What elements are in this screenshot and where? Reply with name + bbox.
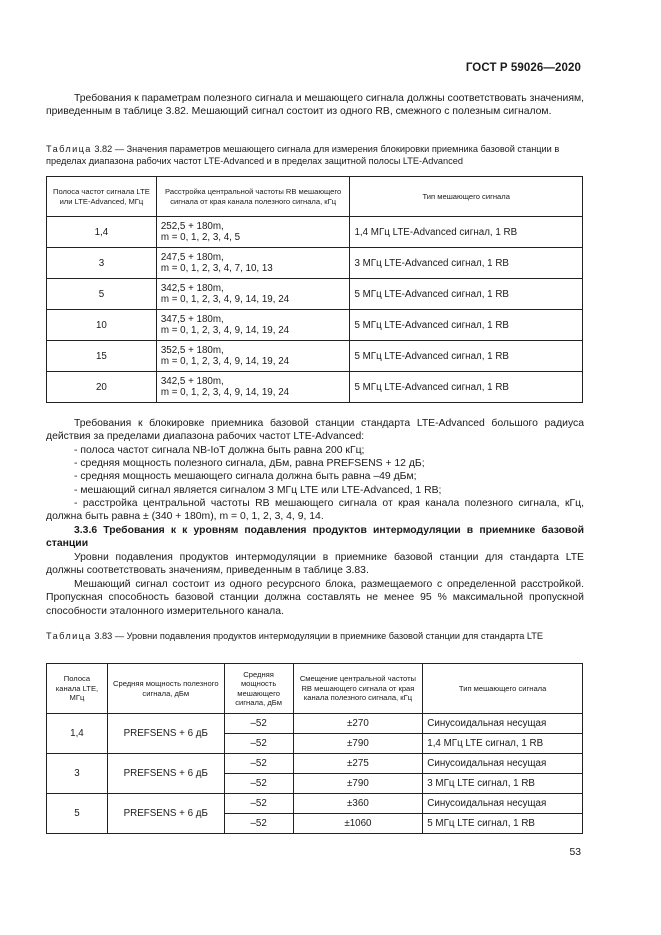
header-cell: Расстройка центральной частоты RB мешающего сигнала от края канала полезного сигнала, кГц <box>156 177 350 217</box>
bandwidth-cell: 1,4 <box>47 217 157 248</box>
bandwidth-cell: 20 <box>47 372 157 403</box>
offset-formula: 352,5 + 180m, <box>160 345 224 356</box>
bandwidth-cell: 1,4 <box>47 714 108 754</box>
wanted-power-cell: PREFSENS + 6 дБ <box>107 754 224 794</box>
bandwidth-cell: 3 <box>47 248 157 279</box>
interferer-power-cell: –52 <box>224 774 293 794</box>
offset-cell <box>156 217 350 248</box>
table-row <box>47 217 583 248</box>
table-3-82-caption <box>46 143 584 167</box>
bandwidth-cell: 3 <box>47 754 108 794</box>
offset-cell: ±790 <box>293 734 423 754</box>
blocking-requirements-paragraph: Требования к блокировке приемника базовой станции стандарта LTE-Advanced большого радиуса действия за пределами диапазона рабочих частот LTE-Advanced: <box>46 418 584 443</box>
wanted-power-cell: PREFSENS + 6 дБ <box>107 714 224 754</box>
offset-m-values: m = 0, 1, 2, 3, 4, 7, 10, 13 <box>160 263 273 274</box>
list-item: - полоса частот сигнала NB-IoT должна быть равна 200 кГц; <box>74 445 365 456</box>
signal-type-cell: Синусоидальная несущая <box>423 754 583 774</box>
signal-type-cell: 5 МГц LTE сигнал, 1 RB <box>423 814 583 834</box>
offset-cell: ±1060 <box>293 814 423 834</box>
caption-label: Таблица <box>46 144 92 154</box>
signal-type-cell: 3 МГц LTE сигнал, 1 RB <box>423 774 583 794</box>
offset-m-values: m = 0, 1, 2, 3, 4, 9, 14, 19, 24 <box>160 387 290 398</box>
section-heading: 3.3.6 Требования к к уровням подавления продуктов интермодуляции в приемнике базовой станции <box>46 525 584 550</box>
wanted-power-cell: PREFSENS + 6 дБ <box>107 794 224 834</box>
list-item: - мешающий сигнал является сигналом 3 МГц LTE или LTE-Advanced, 1 RB; <box>74 485 442 496</box>
table-row <box>47 794 583 814</box>
signal-type-cell: 5 МГц LTE-Advanced сигнал, 1 RB <box>350 279 583 310</box>
header-cell: Тип мешающего сигнала <box>423 664 583 714</box>
interferer-power-cell: –52 <box>224 754 293 774</box>
section-paragraph-1: Уровни подавления продуктов интермодуляции в приемнике базовой станции для стандарта LTE должны соответствовать значениям, приведенным в таблице 3.83. <box>46 552 584 577</box>
list-item: - расстройка центральной частоты RB мешающего сигнала от края канала полезного сигнала, кГц, должна быть равна ± (340 + 180m), m = 0, 1, 2, 3, 4, 9, 14. <box>46 498 584 523</box>
caption-text: 3.83 — Уровни подавления продуктов интермодуляции в приемнике базовой станции для стандарта LTE <box>94 631 544 641</box>
offset-cell <box>156 248 350 279</box>
offset-formula: 247,5 + 180m, <box>160 252 224 263</box>
offset-cell: ±790 <box>293 774 423 794</box>
table-row <box>47 754 583 774</box>
offset-cell: ±275 <box>293 754 423 774</box>
offset-cell <box>156 372 350 403</box>
list-item: - средняя мощность мешающего сигнала должна быть равна –49 дБм; <box>74 471 417 482</box>
interferer-power-cell: –52 <box>224 734 293 754</box>
header-cell: Полоса канала LTE, МГц <box>47 664 108 714</box>
bandwidth-cell: 15 <box>47 341 157 372</box>
signal-type-cell: 5 МГц LTE-Advanced сигнал, 1 RB <box>350 310 583 341</box>
table-header-row <box>47 664 583 714</box>
offset-m-values: m = 0, 1, 2, 3, 4, 9, 14, 19, 24 <box>160 294 290 305</box>
table-row <box>47 279 583 310</box>
header-cell: Смещение центральной частоты RB мешающего сигнала от края канала полезного сигнала, кГц <box>293 664 423 714</box>
offset-cell: ±270 <box>293 714 423 734</box>
table-3-82 <box>46 176 583 403</box>
bandwidth-cell: 5 <box>47 279 157 310</box>
signal-type-cell: Синусоидальная несущая <box>423 714 583 734</box>
offset-m-values: m = 0, 1, 2, 3, 4, 5 <box>160 232 241 243</box>
section-paragraph-2: Мешающий сигнал состоит из одного ресурсного блока, размещаемого с определенной расстройкой. Пропускная способность базовой станции должна составлять не менее 95 % максимальной пропускной способности эталонного измерительного канала. <box>46 579 584 617</box>
table-row <box>47 714 583 734</box>
signal-type-cell: 5 МГц LTE-Advanced сигнал, 1 RB <box>350 372 583 403</box>
table-row <box>47 341 583 372</box>
table-row <box>47 248 583 279</box>
bandwidth-cell: 10 <box>47 310 157 341</box>
offset-m-values: m = 0, 1, 2, 3, 4, 9, 14, 19, 24 <box>160 325 290 336</box>
offset-formula: 342,5 + 180m, <box>160 376 224 387</box>
header-cell: Тип мешающего сигнала <box>350 177 583 217</box>
caption-text: 3.82 — Значения параметров мешающего сигнала для измерения блокировки приемника базовой станции в пределах диапазона рабочих частот LTE-Advanced и в пределах защитной полосы LTE-Advanced <box>46 144 560 166</box>
header-cell: Полоса частот сигнала LTE или LTE-Advanced, МГц <box>47 177 157 217</box>
intro-paragraph: Требования к параметрам полезного сигнала и мешающего сигнала должны соответствовать значениям, приведенным в таблице 3.82. Мешающий сигнал состоит из одного RB, смежного с полезным сигналом. <box>46 93 585 118</box>
bandwidth-cell: 5 <box>47 794 108 834</box>
interferer-power-cell: –52 <box>224 814 293 834</box>
offset-cell <box>156 341 350 372</box>
header-cell: Средняя мощность полезного сигнала, дБм <box>107 664 224 714</box>
table-header-row <box>47 177 583 217</box>
header-cell: Средняя мощность мешающего сигнала, дБм <box>224 664 293 714</box>
signal-type-cell: Синусоидальная несущая <box>423 794 583 814</box>
standard-header: ГОСТ Р 59026—2020 <box>465 62 581 74</box>
table-3-83 <box>46 663 583 834</box>
caption-label: Таблица <box>46 631 92 641</box>
signal-type-cell: 1,4 МГц LTE сигнал, 1 RB <box>423 734 583 754</box>
signal-type-cell: 5 МГц LTE-Advanced сигнал, 1 RB <box>350 341 583 372</box>
table-row <box>47 372 583 403</box>
signal-type-cell: 3 МГц LTE-Advanced сигнал, 1 RB <box>350 248 583 279</box>
offset-cell: ±360 <box>293 794 423 814</box>
list-item: - средняя мощность полезного сигнала, дБм, равна PREFSENS + 12 дБ; <box>74 458 425 469</box>
offset-m-values: m = 0, 1, 2, 3, 4, 9, 14, 19, 24 <box>160 356 290 367</box>
table-row <box>47 310 583 341</box>
offset-cell <box>156 279 350 310</box>
offset-formula: 252,5 + 180m, <box>160 221 224 232</box>
interferer-power-cell: –52 <box>224 794 293 814</box>
signal-type-cell: 1,4 МГц LTE-Advanced сигнал, 1 RB <box>350 217 583 248</box>
interferer-power-cell: –52 <box>224 714 293 734</box>
offset-formula: 347,5 + 180m, <box>160 314 224 325</box>
page-number: 53 <box>569 847 581 858</box>
offset-cell <box>156 310 350 341</box>
offset-formula: 342,5 + 180m, <box>160 283 224 294</box>
table-3-83-caption <box>46 630 584 642</box>
